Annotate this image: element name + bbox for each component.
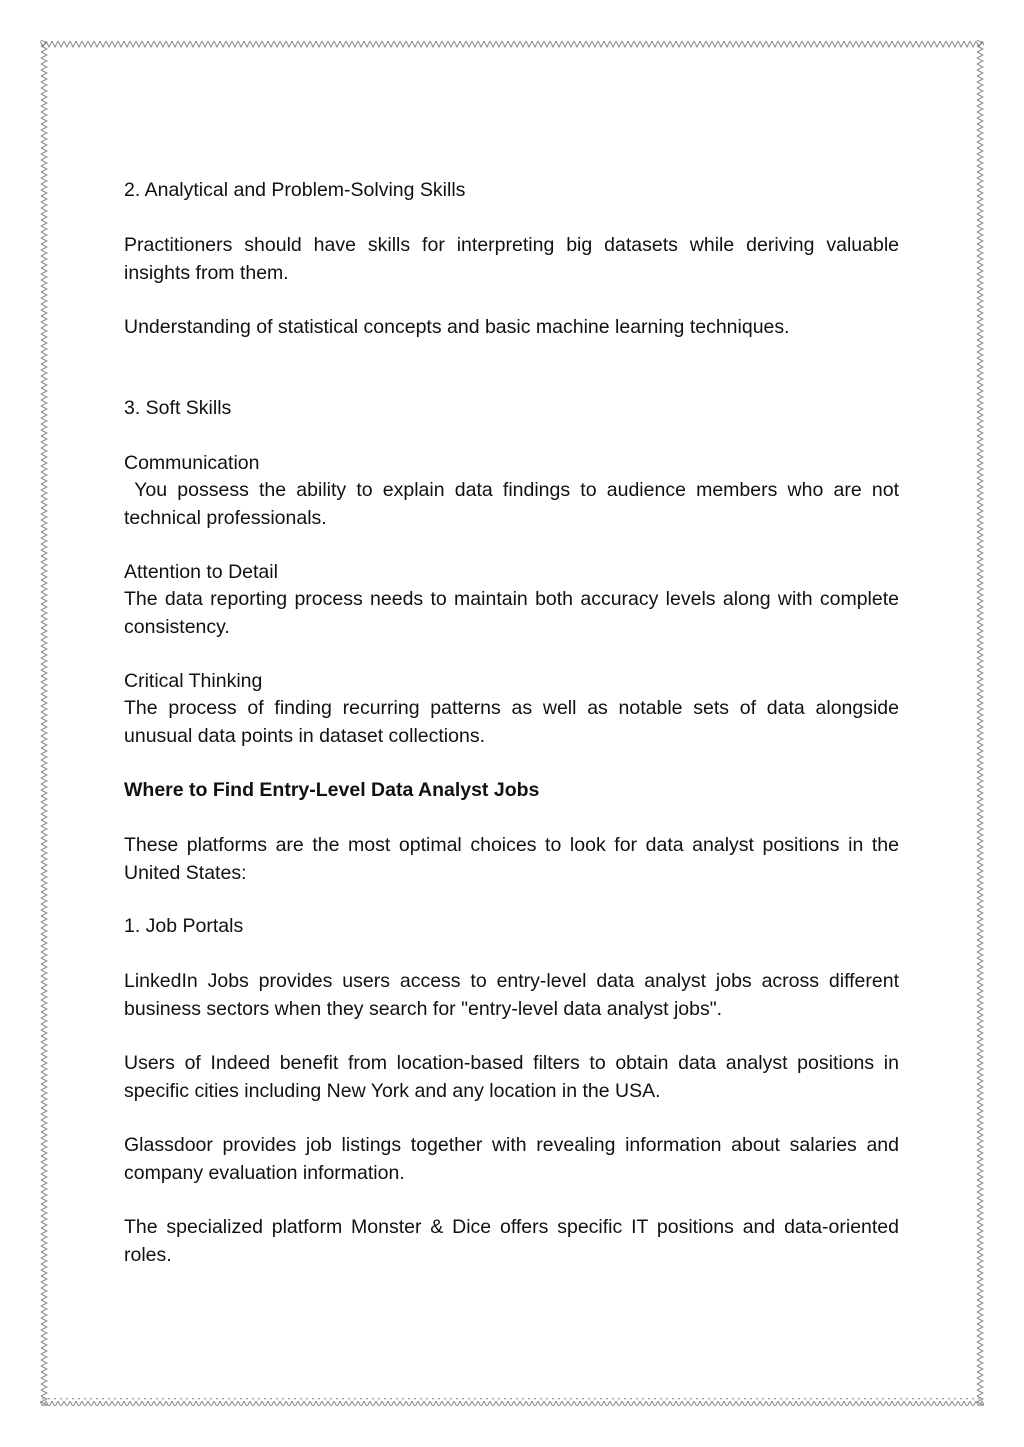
- section-heading-analytical-skills: 2. Analytical and Problem-Solving Skills: [124, 179, 466, 201]
- paragraph-understanding: Understanding of statistical concepts and basic machine learning techniques.: [124, 316, 790, 338]
- section-heading-soft-skills: 3. Soft Skills: [124, 397, 232, 419]
- paragraph-critical-thinking: The process of finding recurring patterns as well as notable sets of data alongside unusual data points in dataset collections.: [124, 697, 899, 747]
- paragraph-platforms: These platforms are the most optimal choices to look for data analyst positions in the United States:: [124, 834, 899, 884]
- subheading-job-portals: 1. Job Portals: [124, 915, 244, 937]
- paragraph-linkedin: LinkedIn Jobs provides users access to entry-level data analyst jobs across different business sectors when they search for "entry-level data analyst jobs".: [124, 970, 899, 1020]
- paragraph-practitioners: Practitioners should have skills for interpreting big datasets while deriving valuable insights from them.: [124, 234, 899, 284]
- subheading-communication: Communication: [124, 452, 260, 474]
- subheading-critical-thinking: Critical Thinking: [124, 670, 263, 692]
- paragraph-glassdoor: Glassdoor provides job listings together with revealing information about salaries and company evaluation information.: [124, 1134, 899, 1184]
- paragraph-attention-to-detail: The data reporting process needs to maintain both accuracy levels along with complete consistency.: [124, 588, 899, 638]
- paragraph-communication: You possess the ability to explain data findings to audience members who are not technical professionals.: [124, 479, 905, 529]
- subheading-attention-to-detail: Attention to Detail: [124, 561, 278, 583]
- paragraph-indeed: Users of Indeed benefit from location-based filters to obtain data analyst positions in specific cities including New York and any location in the USA.: [124, 1052, 899, 1102]
- paragraph-monster-dice: The specialized platform Monster & Dice offers specific IT positions and data-oriented roles.: [124, 1216, 899, 1266]
- section-heading-where-to-find-jobs: Where to Find Entry-Level Data Analyst Jobs: [124, 779, 540, 801]
